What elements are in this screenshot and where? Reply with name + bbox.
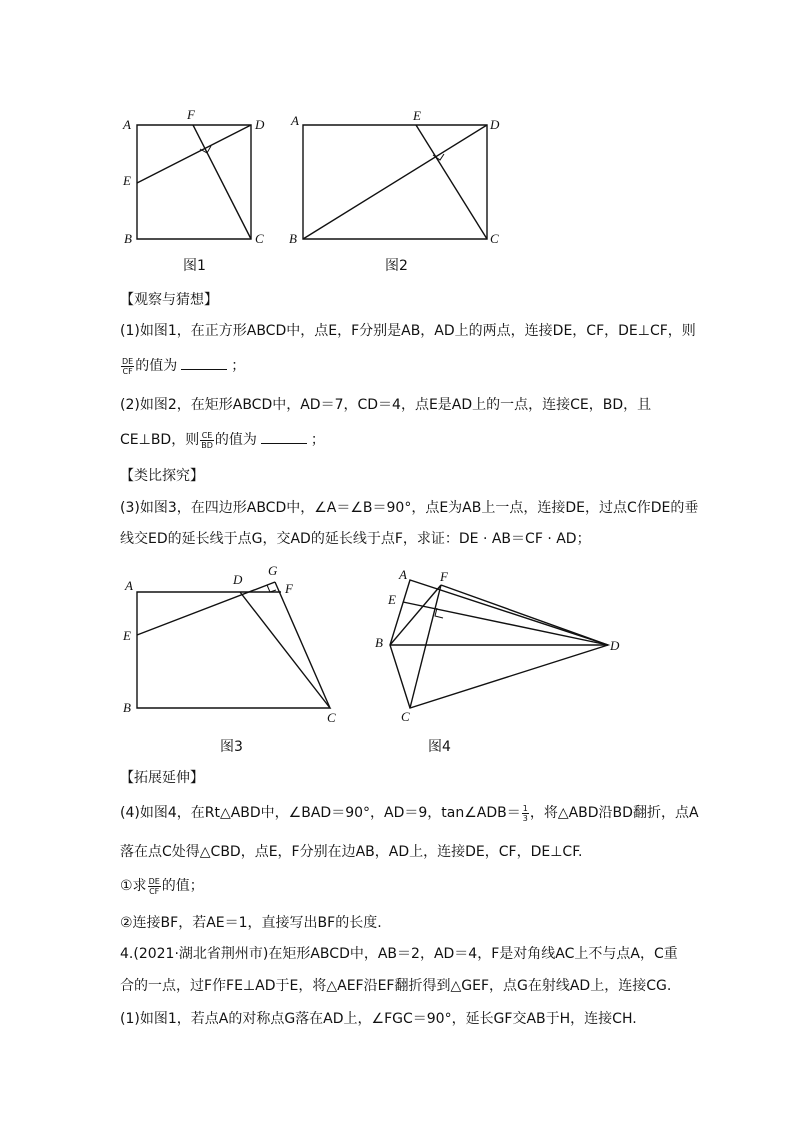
- label-e: E: [388, 592, 396, 607]
- figure-4: [368, 563, 628, 728]
- question-4-line-2: 落在点C处得△CBD，点E，F分别在边AB，AD上，连接DE，CF，DE⊥CF.: [120, 844, 583, 860]
- segment-eg: [137, 582, 275, 635]
- question-3-line-2: 线交ED的延长线于点G，交AD的延长线于点F，求证：DE · AB＝CF · AD；: [120, 531, 591, 547]
- heading-observe: 【观察与猜想】: [120, 292, 218, 308]
- answer-blank[interactable]: [261, 431, 307, 444]
- heading-extend: 【拓展延伸】: [120, 770, 204, 786]
- question-4-line-1: (4)如图4，在Rt△ABD中，∠BAD＝90°，AD＝9，tan∠ADB＝ $\frac{1}{3}$ ，将△ABD沿BD翻折，点A: [120, 803, 699, 823]
- label-d: D: [255, 117, 265, 132]
- label-d: D: [490, 117, 500, 132]
- figure-3-caption: 图3: [220, 739, 243, 755]
- label-c: C: [327, 710, 336, 725]
- label-g: G: [268, 563, 278, 578]
- label-f: F: [440, 569, 448, 584]
- fraction-de-cf: $\frac{DE}{CF}$: [148, 876, 160, 896]
- label-e: E: [123, 173, 131, 188]
- figure-3: [115, 560, 350, 730]
- label-f: F: [285, 581, 293, 596]
- label-b: B: [123, 700, 131, 715]
- label-f: F: [187, 107, 195, 122]
- segment-de: [137, 125, 251, 183]
- label-b: B: [289, 231, 297, 246]
- quadrilateral-abcd: [137, 592, 330, 708]
- segment-cg: [275, 582, 330, 708]
- label-a: A: [123, 117, 131, 132]
- question-4a: ①求 $\frac{DE}{CF}$ 的值；: [120, 876, 204, 896]
- label-e: E: [413, 108, 421, 123]
- question-1-line-2: $\frac{DE}{CF}$ 的值为 ；: [122, 356, 246, 376]
- label-b: B: [124, 231, 132, 246]
- figure-2: [285, 105, 510, 255]
- fraction-one-third: $\frac{1}{3}$: [522, 803, 528, 823]
- segment-cf: [193, 125, 251, 239]
- label-b: B: [375, 635, 383, 650]
- segment-ce: [416, 125, 487, 239]
- figure-4-caption: 图4: [428, 739, 451, 755]
- question-2-line-2: CE⊥BD，则 $\frac{CE}{BD}$ 的值为 ；: [120, 430, 325, 450]
- kite-abcd: [390, 580, 608, 708]
- figure-2-caption: 图2: [385, 258, 408, 274]
- problem-4-line-3: (1)如图1，若点A的对称点G落在AD上，∠FGC＝90°，延长GF交AB于H，连接CH.: [120, 1011, 637, 1027]
- question-3-line-1: (3)如图3，在四边形ABCD中，∠A＝∠B＝90°，点E为AB上一点，连接DE，过点C作DE的垂: [120, 500, 699, 516]
- label-a: A: [399, 567, 407, 582]
- square-abcd: [137, 125, 251, 239]
- figure-1: [115, 105, 275, 255]
- label-e: E: [123, 628, 131, 643]
- figure-1-caption: 图1: [183, 258, 206, 274]
- question-2-line-1: (2)如图2，在矩形ABCD中，AD＝7，CD＝4，点E是AD上的一点，连接CE，BD，且: [120, 397, 652, 413]
- problem-4-line-1: 4.(2021·湖北省荆州市)在矩形ABCD中，AB＝2，AD＝4，F是对角线AC上不与点A，C重: [120, 946, 678, 962]
- label-a: A: [125, 578, 133, 593]
- label-d: D: [610, 638, 620, 653]
- question-4b: ②连接BF，若AE＝1，直接写出BF的长度.: [120, 915, 382, 931]
- problem-4-line-2: 合的一点，过F作FE⊥AD于E，将△AEF沿EF翻折得到△GEF，点G在射线AD上，连接CG.: [120, 978, 672, 994]
- label-c: C: [490, 231, 499, 246]
- fraction-de-cf: $\frac{DE}{CF}$: [122, 356, 134, 376]
- label-a: A: [291, 113, 299, 128]
- label-c: C: [401, 709, 410, 724]
- label-c: C: [255, 231, 264, 246]
- fraction-ce-bd: $\frac{CE}{BD}$: [201, 430, 213, 450]
- answer-blank[interactable]: [181, 357, 227, 370]
- heading-analogy: 【类比探究】: [120, 468, 204, 484]
- question-1-line-1: (1)如图1，在正方形ABCD中，点E，F分别是AB，AD上的两点，连接DE，CF，DE⊥CF，则: [120, 323, 696, 339]
- right-angle-mark: [267, 585, 276, 592]
- segment-bd: [303, 125, 487, 239]
- label-d: D: [233, 572, 243, 587]
